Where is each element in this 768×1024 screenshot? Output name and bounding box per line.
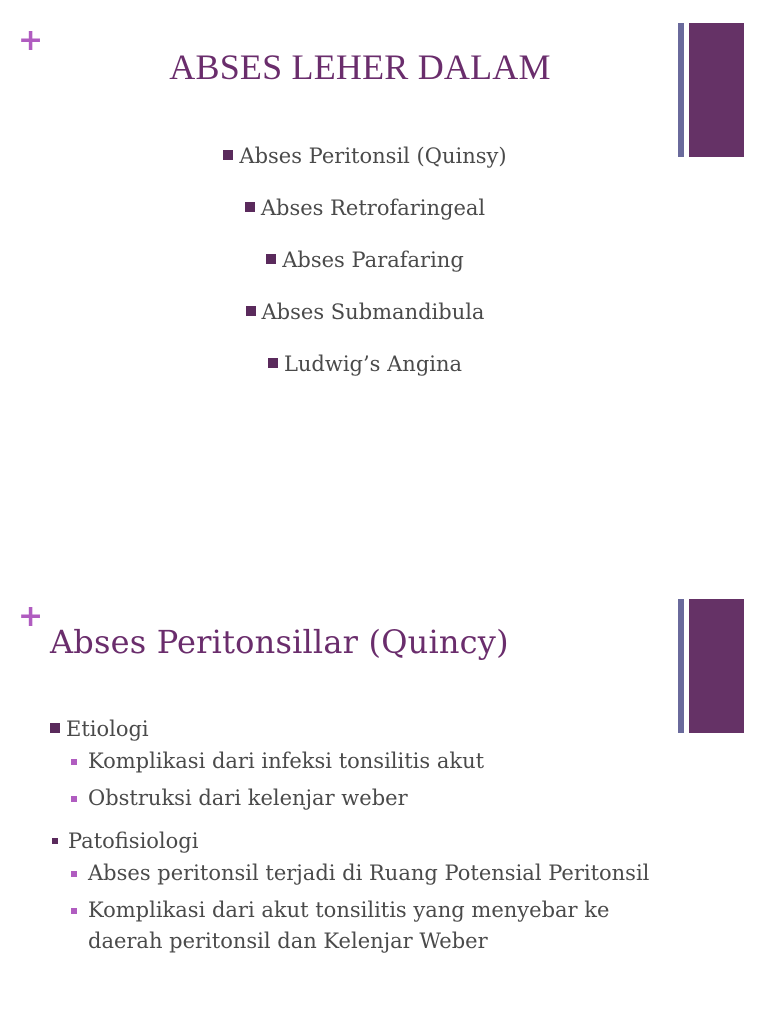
- sub-list: [50, 858, 690, 957]
- list-item: [40, 192, 690, 244]
- topic-list: [40, 140, 690, 400]
- section-heading: Etiologi: [66, 717, 149, 741]
- list-item-label: Abses Peritonsil (Quinsy): [239, 144, 507, 168]
- square-bullet-icon: [266, 254, 276, 264]
- plus-icon: +: [18, 23, 44, 58]
- section-heading: Patofisiologi: [68, 829, 199, 853]
- slide-2: [0, 576, 768, 1024]
- list-item: [40, 296, 690, 348]
- list-item-label: Komplikasi dari infeksi tonsilitis akut: [88, 749, 485, 773]
- section-etiologi: [50, 714, 690, 814]
- sub-bullet-icon: [71, 908, 77, 914]
- square-bullet-icon: [246, 306, 256, 316]
- sub-bullet-icon: [71, 871, 77, 877]
- list-item: [40, 140, 690, 192]
- list-item-label: Abses peritonsil terjadi di Ruang Potensial Peritonsil: [88, 861, 650, 885]
- list-item-label: Abses Retrofaringeal: [260, 196, 486, 220]
- content-list: [50, 714, 690, 963]
- square-bullet-icon: [50, 723, 60, 733]
- sub-bullet-icon: [71, 796, 77, 802]
- list-item: [50, 858, 690, 889]
- list-item: [50, 783, 690, 814]
- list-item-label: Ludwig’s Angina: [283, 352, 463, 376]
- sub-bullet-icon: [71, 759, 77, 765]
- section-patofisiologi: [50, 826, 690, 957]
- list-item-label: Obstruksi dari kelenjar weber: [88, 786, 408, 810]
- sub-list: [50, 746, 690, 814]
- slide-title: ABSES LEHER DALAM: [169, 47, 551, 87]
- accent-bar-thin: [678, 599, 684, 733]
- list-item-label: Komplikasi dari akut tonsilitis yang menyebar ke daerah peritonsil dan Kelenjar Weber: [88, 898, 610, 953]
- list-item-label: Abses Submandibula: [261, 300, 485, 324]
- accent-bar-thick: [689, 599, 744, 733]
- list-item: [40, 348, 690, 400]
- accent-bar-thin: [678, 23, 684, 157]
- list-item: [50, 895, 690, 957]
- list-item: [40, 244, 690, 296]
- square-bullet-icon: [268, 358, 278, 368]
- square-bullet-icon: [245, 202, 255, 212]
- list-item-label: Abses Parafaring: [282, 248, 464, 272]
- square-bullet-icon: [223, 150, 233, 160]
- accent-bar-thick: [689, 23, 744, 157]
- list-item: [50, 746, 690, 777]
- plus-icon: +: [18, 599, 44, 634]
- slide-title: Abses Peritonsillar (Quincy): [50, 623, 509, 661]
- small-bullet-icon: [52, 838, 58, 844]
